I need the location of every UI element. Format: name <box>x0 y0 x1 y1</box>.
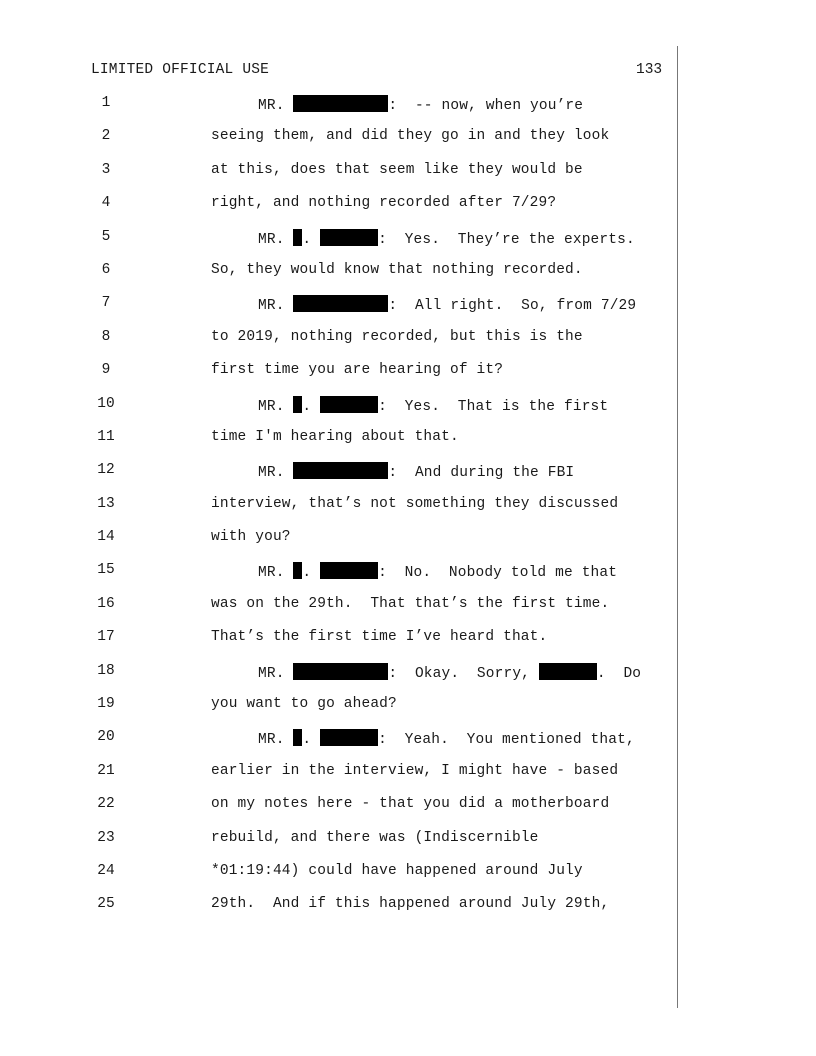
line-number: 6 <box>101 261 111 278</box>
line-text <box>258 295 636 314</box>
line-number: 15 <box>97 562 115 579</box>
line-text <box>211 529 291 545</box>
transcript-line <box>0 594 676 627</box>
text-segment: MR. <box>258 398 294 415</box>
line-number: 23 <box>97 829 115 846</box>
text-segment: time I'm hearing about that. <box>211 428 459 445</box>
transcript-line <box>0 460 676 493</box>
transcript-line <box>0 193 676 226</box>
line-text <box>211 830 539 846</box>
text-segment: right, and nothing recorded after 7/29? <box>211 195 557 212</box>
transcript-line <box>0 527 676 560</box>
page-number: 133 <box>636 62 663 78</box>
text-segment: to 2019, nothing recorded, but this is the <box>211 328 583 345</box>
text-segment: : No. Nobody told me that <box>378 565 618 582</box>
text-segment: MR. <box>258 298 294 315</box>
line-number: 8 <box>101 328 111 345</box>
transcript-line <box>0 661 676 694</box>
classification-header: LIMITED OFFICIAL USE <box>91 62 270 78</box>
transcript-line <box>0 126 676 159</box>
line-number: 13 <box>97 495 115 512</box>
text-segment: That’s the first time I’ve heard that. <box>211 629 548 646</box>
line-text <box>211 329 583 345</box>
redaction-block <box>293 663 388 680</box>
line-number: 7 <box>101 295 111 312</box>
transcript-line <box>0 260 676 293</box>
line-number: 1 <box>101 95 111 111</box>
transcript-line <box>0 694 676 727</box>
line-number: 16 <box>97 595 115 612</box>
text-segment: : -- now, when you’re <box>388 98 584 114</box>
text-segment: : All right. So, from 7/29 <box>388 298 637 315</box>
transcript-line <box>0 560 676 593</box>
line-text <box>211 262 583 278</box>
line-number: 12 <box>97 462 115 479</box>
line-number: 5 <box>101 228 111 245</box>
transcript-line <box>0 861 676 894</box>
line-text <box>211 429 459 445</box>
transcript-line <box>0 394 676 427</box>
text-segment: with you? <box>211 529 291 546</box>
transcript-line <box>0 494 676 527</box>
transcript-line <box>0 427 676 460</box>
text-segment: rebuild, and there was (Indiscernible <box>211 829 539 846</box>
redaction-block <box>539 663 597 680</box>
text-segment: : Yeah. You mentioned that, <box>378 732 635 749</box>
line-number: 11 <box>97 428 115 445</box>
text-segment: : Yes. That is the first <box>378 398 609 415</box>
text-segment: . <box>302 231 321 248</box>
text-segment: : Yes. They’re the experts. <box>378 231 635 248</box>
text-segment: MR. <box>258 565 294 582</box>
line-text <box>258 229 635 248</box>
text-segment: at this, does that seem like they would be <box>211 161 583 178</box>
text-segment: *01:19:44) could have happened around July <box>211 862 583 879</box>
transcript-line <box>0 894 676 927</box>
text-segment: : Okay. Sorry, <box>388 665 539 682</box>
line-text <box>258 462 574 481</box>
text-segment: first time you are hearing of it? <box>211 362 504 379</box>
redaction-block <box>293 462 388 479</box>
line-text <box>211 763 618 779</box>
transcript-line <box>0 794 676 827</box>
transcript-line <box>0 360 676 393</box>
text-segment: MR. <box>258 98 294 114</box>
transcript-line <box>0 227 676 260</box>
line-text <box>211 629 547 645</box>
redaction-block <box>320 396 378 413</box>
line-text <box>211 796 609 812</box>
line-number: 24 <box>97 862 115 879</box>
line-number: 25 <box>97 896 115 913</box>
transcript-line <box>0 761 676 794</box>
line-text <box>211 896 609 912</box>
redaction-block <box>320 562 378 579</box>
text-segment: seeing them, and did they go in and they look <box>211 128 610 145</box>
transcript-line <box>0 160 676 193</box>
text-segment: was on the 29th. That that’s the first time. <box>211 595 610 612</box>
redaction-block <box>320 229 378 246</box>
text-segment: MR. <box>258 732 294 749</box>
text-segment: . <box>302 398 321 415</box>
line-text <box>211 696 397 712</box>
transcript-line <box>0 627 676 660</box>
text-segment: on my notes here - that you did a motherboard <box>211 796 610 813</box>
text-segment: interview, that’s not something they discussed <box>211 495 619 512</box>
line-number: 4 <box>101 195 111 212</box>
line-number: 20 <box>97 729 115 746</box>
text-segment: earlier in the interview, I might have - based <box>211 762 619 779</box>
line-number: 3 <box>101 161 111 178</box>
text-segment: . <box>302 732 321 749</box>
text-segment: 29th. And if this happened around July 29th, <box>211 896 610 913</box>
line-text <box>258 562 617 581</box>
line-text <box>211 496 618 512</box>
transcript-line <box>0 828 676 861</box>
line-number: 18 <box>97 662 115 679</box>
margin-rule <box>677 46 678 1008</box>
line-text <box>258 729 635 748</box>
text-segment: MR. <box>258 665 294 682</box>
text-segment: . <box>302 565 321 582</box>
line-text <box>258 663 641 682</box>
line-text <box>211 362 503 378</box>
transcript-line <box>0 327 676 360</box>
line-number: 14 <box>97 529 115 546</box>
transcript-line <box>0 93 676 126</box>
text-segment: you want to go ahead? <box>211 696 397 713</box>
line-number: 10 <box>97 395 115 412</box>
transcript-line <box>0 293 676 326</box>
line-number: 19 <box>97 696 115 713</box>
transcript-line <box>0 727 676 760</box>
text-segment: So, they would know that nothing recorded. <box>211 261 583 278</box>
line-text <box>258 95 583 114</box>
line-text <box>258 396 608 415</box>
line-number: 22 <box>97 796 115 813</box>
text-segment: MR. <box>258 231 294 248</box>
text-segment: . Do <box>596 665 642 682</box>
redaction-block <box>320 729 378 746</box>
line-number: 9 <box>101 362 111 379</box>
line-text <box>211 195 556 211</box>
redaction-block <box>293 295 388 312</box>
line-number: 17 <box>97 629 115 646</box>
line-text <box>211 162 583 178</box>
line-text <box>211 128 609 144</box>
line-text <box>211 596 609 612</box>
line-number: 2 <box>101 128 111 145</box>
text-segment: : And during the FBI <box>388 465 575 482</box>
redaction-block <box>293 95 388 112</box>
transcript-lines <box>0 93 676 928</box>
line-text <box>211 863 583 879</box>
text-segment: MR. <box>258 465 294 482</box>
line-number: 21 <box>97 762 115 779</box>
